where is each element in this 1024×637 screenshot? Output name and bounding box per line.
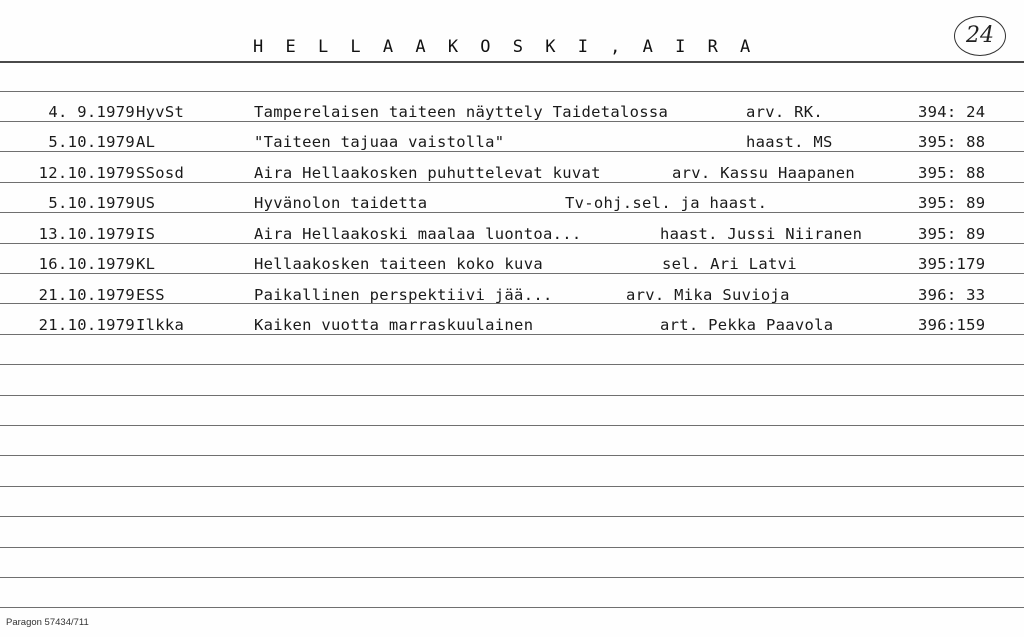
entry-source: SSosd — [136, 164, 185, 182]
entry-author: arv. RK. — [746, 103, 824, 121]
list-item — [0, 282, 1024, 312]
entry-title: Aira Hellaakoski maalaa luontoa... — [254, 225, 582, 243]
entry-title: Aira Hellaakosken puhuttelevat kuvat — [254, 164, 601, 182]
list-item — [0, 190, 1024, 220]
entry-ref: 395: 89 — [918, 194, 986, 212]
entry-title: Hellaakosken taiteen koko kuva — [254, 255, 543, 273]
entry-ref: 395:179 — [918, 255, 986, 273]
list-item — [0, 221, 1024, 251]
entry-date: 4. 9.1979 — [48, 103, 135, 121]
entry-source: Ilkka — [136, 316, 185, 334]
entry-title: Tamperelaisen taiteen näyttely Taidetalossa — [254, 103, 669, 121]
entry-author: Tv-ohj.sel. ja haast. — [565, 194, 768, 212]
entry-source: AL — [136, 133, 156, 151]
entry-source: HyvSt — [136, 103, 185, 121]
entry-author: sel. Ari Latvi — [662, 255, 797, 273]
entry-author: arv. Kassu Haapanen — [672, 164, 856, 182]
entry-ref: 396:159 — [918, 316, 986, 334]
list-item — [0, 160, 1024, 190]
list-item — [0, 312, 1024, 342]
entry-ref: 394: 24 — [918, 103, 986, 121]
entry-source: ESS — [136, 286, 165, 304]
entry-source: IS — [136, 225, 156, 243]
entry-author: haast. MS — [746, 133, 833, 151]
entry-author: art. Pekka Paavola — [660, 316, 834, 334]
entry-date: 21.10.1979 — [38, 286, 135, 304]
entry-source: US — [136, 194, 156, 212]
entry-author: arv. Mika Suvioja — [626, 286, 790, 304]
card-number: 24 — [954, 16, 1006, 56]
entry-date: 16.10.1979 — [38, 255, 135, 273]
entry-title: Hyvänolon taidetta — [254, 194, 428, 212]
list-item — [0, 129, 1024, 159]
entry-date: 5.10.1979 — [48, 194, 135, 212]
entry-title: Paikallinen perspektiivi jää... — [254, 286, 553, 304]
entry-title: Kaiken vuotta marraskuulainen — [254, 316, 534, 334]
card-title: H E L L A A K O S K I , A I R A — [253, 37, 757, 57]
entry-title: "Taiteen tajuaa vaistolla" — [254, 133, 505, 151]
entry-date: 21.10.1979 — [38, 316, 135, 334]
entry-ref: 396: 33 — [918, 286, 986, 304]
entry-date: 12.10.1979 — [38, 164, 135, 182]
entry-ref: 395: 89 — [918, 225, 986, 243]
entry-ref: 395: 88 — [918, 133, 986, 151]
card-imprint: Paragon 57434/711 — [6, 617, 89, 628]
list-item — [0, 99, 1024, 129]
list-item — [0, 251, 1024, 281]
entry-source: KL — [136, 255, 156, 273]
entry-date: 13.10.1979 — [38, 225, 135, 243]
entry-author: haast. Jussi Niiranen — [660, 225, 863, 243]
entry-ref: 395: 88 — [918, 164, 986, 182]
entry-date: 5.10.1979 — [48, 133, 135, 151]
